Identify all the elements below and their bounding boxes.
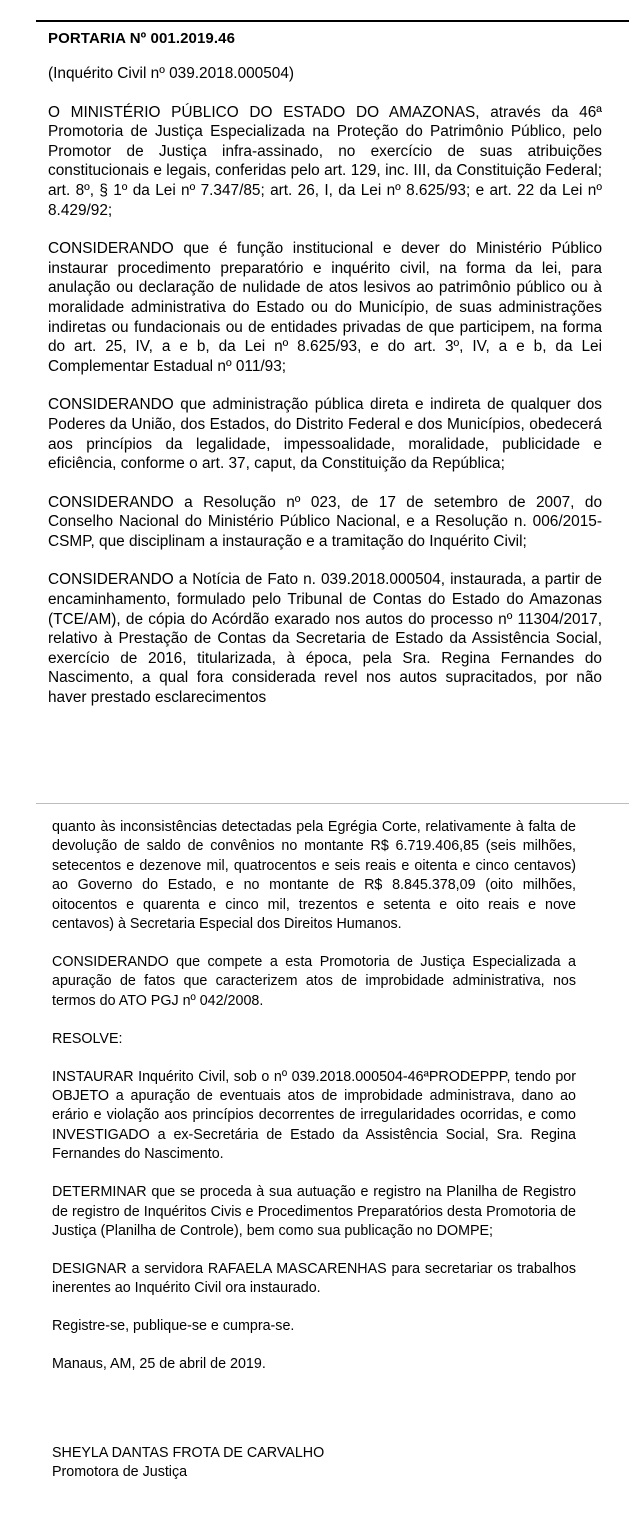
continuation-paragraph: quanto às inconsistências detectadas pela Egrégia Corte, relativamente à falta de devolução de saldo de convênios no montante R$ 6.719.406,85 (seis milhões, setecentos e dezenove mil, quatrocentos e seis reais e oitenta e cinco centavos) ao Governo do Estado, e no montante de R$ 8.845.378,09 (oito milhões, oitocentos e quarenta e cinco mil, trezentos e setenta e oito reais e nove centavos) à Secretaria Especial dos Direitos Humanos. (52, 819, 576, 933)
signatory-name: SHEYLA DANTAS FROTA DE CARVALHO (52, 1445, 325, 1461)
considerando-paragraph-2: CONSIDERANDO que administração pública direta e indireta de qualquer dos Poderes da União, dos Estados, do Distrito Federal e dos Municípios, obedecerá aos princípios da legalidade, impessoalidade, moralidade, publicidade e eficiência, conforme o art. 37, caput, da Constituição da República; (48, 396, 602, 473)
top-rule (36, 20, 629, 22)
considerando-paragraph-5: CONSIDERANDO que compete a esta Promotoria de Justiça Especializada a apuração de fatos que caracterizem atos de improbidade administrativa, nos termos do ATO PGJ nº 042/2008. (52, 953, 576, 1009)
instaurar-paragraph: INSTAURAR Inquérito Civil, sob o nº 039.2018.000504-46ªPRODEPPP, tendo por OBJETO a apuração de eventuais atos de improbidade administrava, dano ao erário e violação aos princípios decorrentes de irregularidades ocorridas, e como INVESTIGADO a ex-Secretária de Estado da Assistência Social, Sra. Regina Fernandes do Nascimento. (52, 1068, 576, 1163)
date-line: Manaus, AM, 25 de abril de 2019. (52, 1356, 266, 1373)
considerando-paragraph-1: CONSIDERANDO que é função institucional e dever do Ministério Público instaurar procedimento preparatório e inquérito civil, na forma da lei, para anulação ou declaração de nulidade de atos lesivos ao patrimônio público ou à moralidade administrativa do Estado ou do Município, de suas administrações indiretas ou fundacionais ou de entidades privadas de que participem, na forma do art. 25, IV, a e b, da Lei nº 8.625/93, e do art. 3º, IV, a e b, da Lei Complementar Estadual nº 011/93; (48, 240, 602, 375)
determinar-paragraph: DETERMINAR que se proceda à sua autuação e registro na Planilha de Registro de registro de Inquéritos Civis e Procedimentos Preparatórios desta Promotoria de Justiça (Planilha de Controle), bem como sua publicação no DOMPE; (52, 1184, 576, 1239)
column-divider (36, 803, 629, 804)
preamble-paragraph: O MINISTÉRIO PÚBLICO DO ESTADO DO AMAZONAS, através da 46ª Promotoria de Justiça Especializada na Proteção do Patrimônio Público, pelo Promotor de Justiça infra-assinado, no exercício de suas atribuições constitucionais e legais, conferidas pelo art. 129, inc. III, da Constituição Federal; art. 8º, § 1º da Lei nº 7.347/85; art. 26, I, da Lei nº 8.625/93; e art. 22 da Lei nº 8.429/92; (48, 103, 602, 219)
inquiry-reference: (Inquérito Civil nº 039.2018.000504) (48, 65, 295, 82)
signature-block (52, 1444, 324, 1482)
designar-paragraph: DESIGNAR a servidora RAFAELA MASCARENHAS para secretariar os trabalhos inerentes ao Inquérito Civil ora instaurado. (52, 1260, 576, 1297)
considerando-paragraph-3: CONSIDERANDO a Resolução nº 023, de 17 de setembro de 2007, do Conselho Nacional do Ministério Público Nacional, e a Resolução n. 006/2015-CSMP, que disciplinam a instauração e a tramitação do Inquérito Civil; (48, 493, 602, 550)
document-title: PORTARIA Nº 001.2019.46 (48, 30, 236, 47)
registre-paragraph: Registre-se, publique-se e cumpra-se. (52, 1318, 295, 1335)
resolve-heading: RESOLVE: (52, 1030, 123, 1047)
document-body-bottom (52, 818, 576, 1393)
considerando-paragraph-4: CONSIDERANDO a Notícia de Fato n. 039.2018.000504, instaurada, a partir de encaminhamento, formulado pelo Tribunal de Contas do Estado do Amazonas (TCE/AM), de cópia do Acórdão exarado nos autos do processo nº 11304/2017, relativo à Prestação de Contas da Secretaria de Estado da Assistência Social, exercício de 2016, titularizada, à época, pela Sra. Regina Fernandes do Nascimento, a qual fora considerada revel nos autos supracitados, por não haver prestado esclarecimentos (48, 571, 602, 707)
document-body-top (48, 64, 602, 727)
signatory-role: Promotora de Justiça (52, 1464, 188, 1480)
